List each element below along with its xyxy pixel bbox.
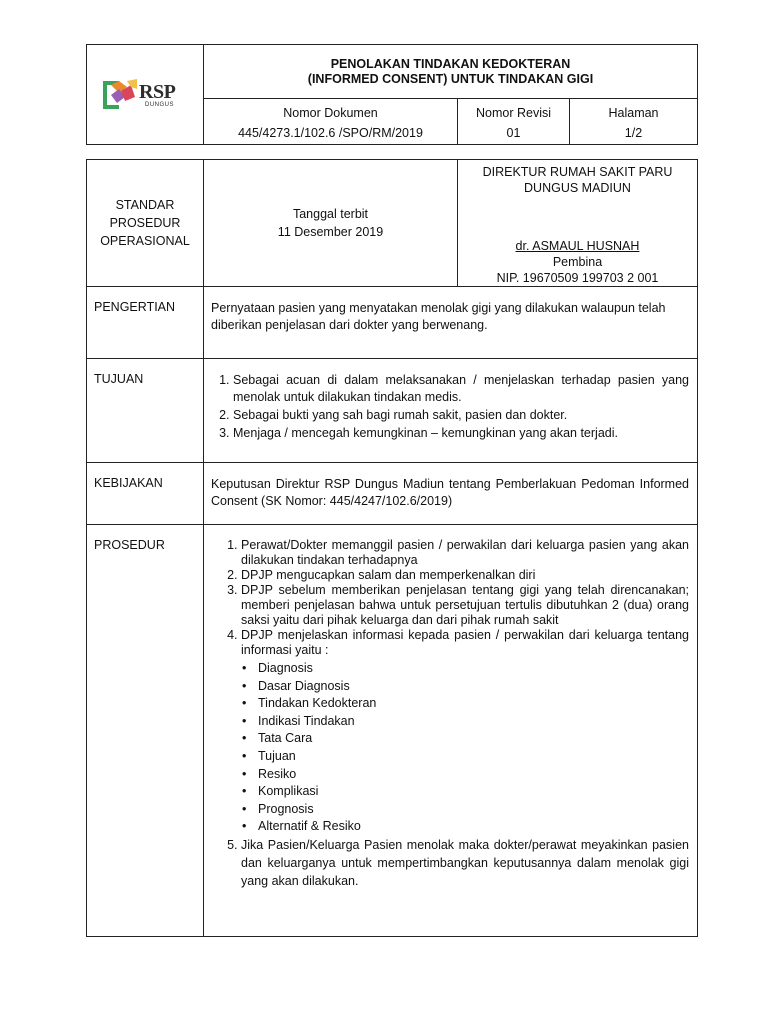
- document-header-table: [86, 44, 698, 145]
- prosedur-list: [211, 538, 689, 890]
- issue-date-label: Tanggal terbit: [292, 207, 369, 221]
- sop-label-line-3: OPERASIONAL: [100, 234, 190, 248]
- issue-date-value: 11 Desember 2019: [277, 225, 384, 239]
- list-item: 3. DPJP sebelum memberikan penjelasan tentang gigi yang telah direncanakan; memberi penjelasan bahwa untuk persetujuan tertulis dibutuhkan 2 (dua) orang saksi yaitu dari pihak keluarga dan dari pihak rumah sakit: [241, 583, 689, 628]
- revision-label: Nomor Revisi: [475, 106, 551, 120]
- tujuan-content: [204, 359, 698, 463]
- sublist-item: • Tujuan: [241, 748, 689, 766]
- director-cell: [458, 160, 698, 287]
- list-item: 3. Menjaga / mencegah kemungkinan – kemungkinan yang akan terjadi.: [233, 425, 689, 442]
- tujuan-label: TUJUAN: [87, 359, 204, 463]
- doc-number-value: 445/4273.1/102.6 /SPO/RM/2019: [238, 126, 423, 140]
- sop-label-line-1: STANDAR: [115, 198, 175, 212]
- list-item: 2. Sebagai bukti yang sah bagi rumah sakit, pasien dan dokter.: [233, 407, 689, 424]
- logo-text: RSP: [139, 80, 176, 103]
- hospital-logo: [97, 75, 193, 115]
- sublist-item: • Tata Cara: [241, 730, 689, 748]
- issue-date-cell: [204, 160, 458, 287]
- list-item: 5. Jika Pasien/Keluarga Pasien menolak maka dokter/perawat meyakinkan pasien dan keluarganya untuk mempertimbangkan keputusannya dalam menolak gigi yang akan dilakukan.: [241, 836, 689, 890]
- document-title: [204, 45, 698, 99]
- sublist-item: • Indikasi Tindakan: [241, 713, 689, 731]
- revision-value: 01: [506, 126, 521, 140]
- sublist-item: • Komplikasi: [241, 783, 689, 801]
- title-line-2: (INFORMED CONSENT) UNTUK TINDAKAN GIGI: [307, 71, 594, 86]
- sublist-item: • Alternatif & Resiko: [241, 818, 689, 836]
- director-nip: NIP. 19670509 199703 2 001: [496, 271, 659, 285]
- page-value: 1/2: [624, 126, 643, 140]
- hospital-logo-mark-icon: [97, 75, 141, 115]
- pengertian-label: PENGERTIAN: [87, 287, 204, 359]
- director-name: dr. ASMAUL HUSNAH: [515, 239, 640, 253]
- title-line-1: PENOLAKAN TINDAKAN KEDOKTERAN: [330, 56, 571, 71]
- sublist-item: • Resiko: [241, 766, 689, 784]
- page-label: Halaman: [608, 106, 659, 120]
- sublist-item: • Dasar Diagnosis: [241, 678, 689, 696]
- doc-number-label: Nomor Dokumen: [283, 106, 378, 120]
- revision-cell: [458, 99, 570, 145]
- director-rank: Pembina: [552, 255, 603, 269]
- logo-cell: [87, 45, 204, 145]
- tujuan-list: [211, 372, 689, 442]
- list-item-text: DPJP menjelaskan informasi kepada pasien / perwakilan dari keluarga tentang informasi yaitu :: [241, 628, 689, 657]
- list-item: [241, 628, 689, 836]
- director-title-line-1: DIREKTUR RUMAH SAKIT PARU: [482, 165, 673, 179]
- sublist-item: • Diagnosis: [241, 660, 689, 678]
- page-cell: [570, 99, 698, 145]
- list-item: 1. Sebagai acuan di dalam melaksanakan / menjelaskan terhadap pasien yang menolak untuk dilakukan tindakan medis.: [233, 372, 689, 406]
- kebijakan-label: KEBIJAKAN: [87, 463, 204, 525]
- sublist-item: • Prognosis: [241, 801, 689, 819]
- list-item: 1. Perawat/Dokter memanggil pasien / perwakilan dari keluarga pasien yang akan dilakukan tindakan terhadapnya: [241, 538, 689, 568]
- director-title-line-2: DUNGUS MADIUN: [524, 181, 631, 195]
- pengertian-text: Pernyataan pasien yang menyatakan menolak gigi yang dilakukan walaupun telah diberikan penjelasan dari dokter yang berwenang.: [204, 287, 698, 359]
- sop-body-table: [86, 159, 698, 937]
- kebijakan-text: Keputusan Direktur RSP Dungus Madiun tentang Pemberlakuan Pedoman Informed Consent (SK Nomor: 445/4247/102.6/2019): [204, 463, 698, 525]
- sop-label-cell: [87, 160, 204, 287]
- list-item: 2. DPJP mengucapkan salam dan memperkenalkan diri: [241, 568, 689, 583]
- sublist-item: • Tindakan Kedokteran: [241, 695, 689, 713]
- sop-label-line-2: PROSEDUR: [109, 216, 181, 230]
- info-sublist: [241, 660, 689, 836]
- prosedur-label: PROSEDUR: [87, 525, 204, 937]
- prosedur-content: [204, 525, 698, 937]
- doc-number-cell: [204, 99, 458, 145]
- logo-subtext: DUNGUS: [145, 101, 175, 108]
